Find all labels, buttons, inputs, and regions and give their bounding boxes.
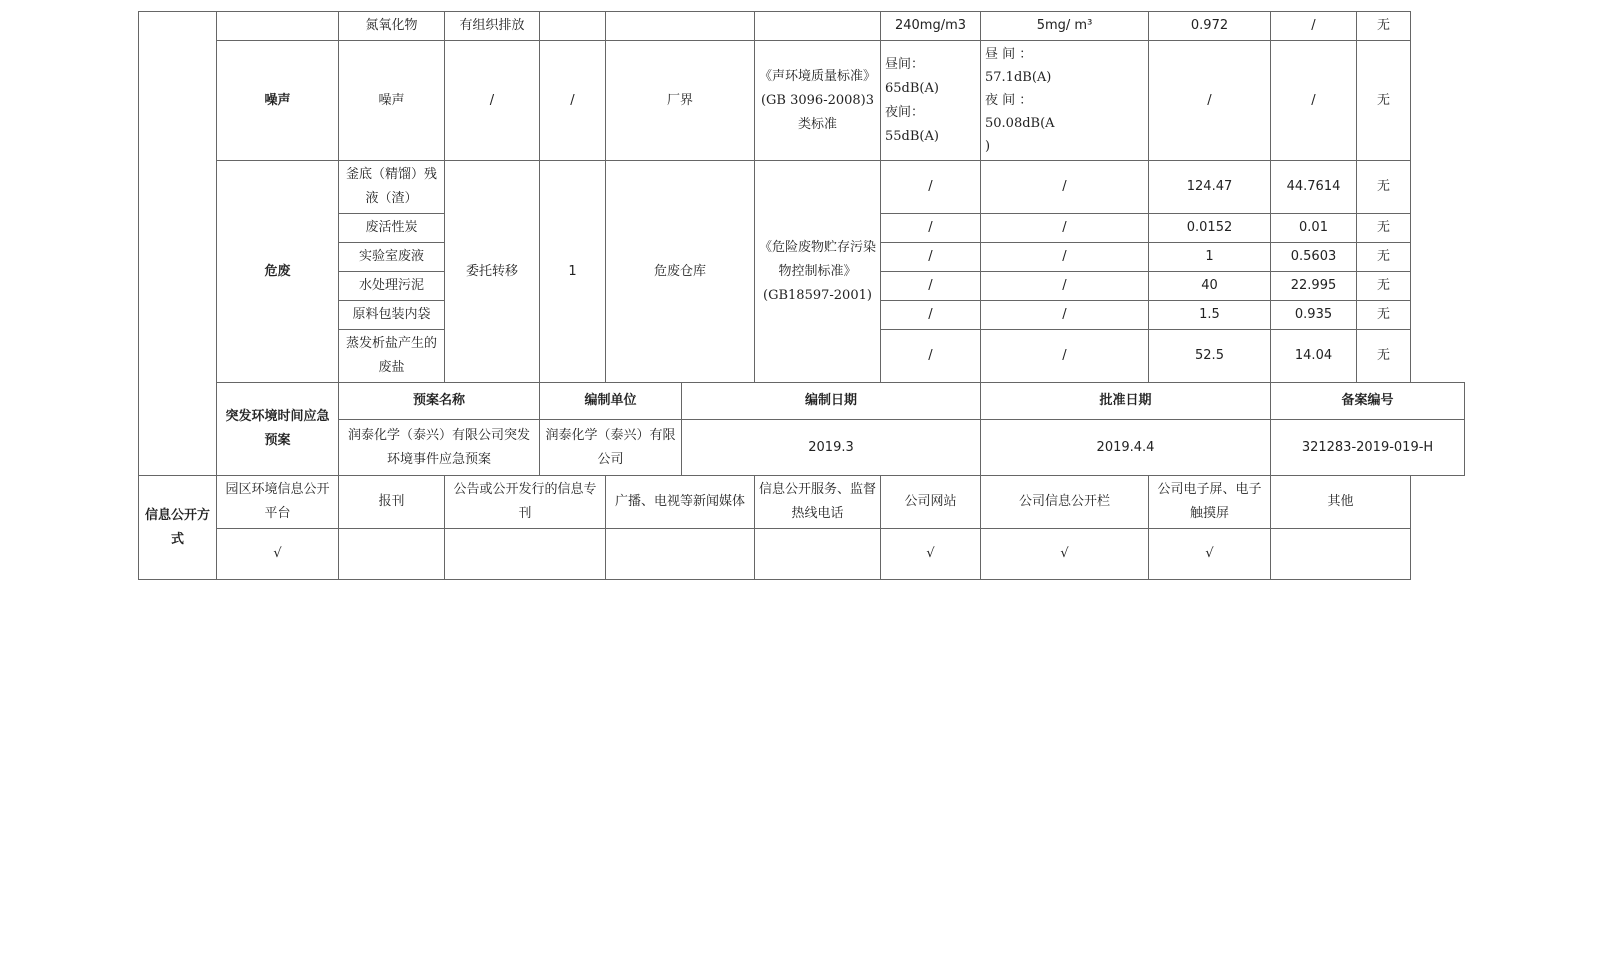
emergency-header-plan-name: 预案名称 (339, 383, 540, 420)
emergency-header-approved-date: 批准日期 (981, 383, 1271, 420)
emergency-header-filing-number: 备案编号 (1271, 383, 1465, 420)
actual-amount: 1.5 (1149, 301, 1271, 330)
measured-night-label: 夜 间 ： (985, 93, 1033, 108)
measured-concentration: / (981, 330, 1149, 383)
approved-amount: / (1271, 41, 1357, 161)
disclosure-header-row (139, 476, 1465, 529)
standard-limit: 240mg/m3 (881, 12, 981, 41)
exceed-flag: 无 (1357, 214, 1411, 243)
actual-amount: / (1149, 41, 1271, 161)
measured-concentration: / (981, 161, 1149, 214)
actual-amount: 40 (1149, 272, 1271, 301)
disclosure-header: 公司信息公开栏 (981, 476, 1149, 529)
emergency-compiled-date: 2019.3 (682, 420, 981, 476)
emission-method: 有组织排放 (445, 12, 540, 41)
emission-method: / (445, 41, 540, 161)
measured-concentration: / (981, 301, 1149, 330)
environmental-info-table (138, 11, 1465, 580)
waste-name: 水处理污泥 (339, 272, 445, 301)
disclosure-check (445, 529, 606, 580)
table-row-nox (139, 12, 1465, 41)
measured-day-value: 57.1dB(A) (985, 70, 1052, 85)
disclosure-check: √ (1149, 529, 1271, 580)
standard-limit: / (881, 272, 981, 301)
emergency-header-compiled-date: 编制日期 (682, 383, 981, 420)
actual-amount: 0.972 (1149, 12, 1271, 41)
waste-name: 实验室废液 (339, 243, 445, 272)
disclosure-header: 广播、电视等新闻媒体 (606, 476, 755, 529)
standard-limit: / (881, 330, 981, 383)
disclosure-value-row (139, 529, 1465, 580)
disclosure-label: 信息公开方式 (139, 476, 217, 580)
waste-name: 蒸发析盐产生的废盐 (339, 330, 445, 383)
standard-name: 《声环境质量标准》(GB 3096-2008)3类标准 (755, 41, 881, 161)
actual-amount: 52.5 (1149, 330, 1271, 383)
left-merged-cell (139, 12, 217, 476)
storage-count: 1 (540, 161, 606, 383)
table-row-hazard (139, 161, 1465, 214)
outlet-count (540, 12, 606, 41)
disclosure-check: √ (881, 529, 981, 580)
category-cell-empty (217, 12, 339, 41)
standard-limit: / (881, 161, 981, 214)
standard-limit: / (881, 214, 981, 243)
disclosure-check (339, 529, 445, 580)
outlet-count: / (540, 41, 606, 161)
approved-amount: / (1271, 12, 1357, 41)
exceed-flag: 无 (1357, 161, 1411, 214)
outlet-location: 厂界 (606, 41, 755, 161)
measured-concentration: / (981, 243, 1149, 272)
approved-amount: 0.935 (1271, 301, 1357, 330)
approved-amount: 0.01 (1271, 214, 1357, 243)
approved-amount: 22.995 (1271, 272, 1357, 301)
exceed-flag: 无 (1357, 272, 1411, 301)
disclosure-check: √ (981, 529, 1149, 580)
disclosure-header: 园区环境信息公开平台 (217, 476, 339, 529)
disclosure-header: 信息公开服务、监督热线电话 (755, 476, 881, 529)
emergency-approved-date: 2019.4.4 (981, 420, 1271, 476)
measured-concentration: / (981, 214, 1149, 243)
category-hazard: 危废 (217, 161, 339, 383)
approved-amount: 14.04 (1271, 330, 1357, 383)
measured-day-label: 昼 间 ： (985, 47, 1033, 62)
measured-concentration: / (981, 272, 1149, 301)
disclosure-check (606, 529, 755, 580)
approved-amount: 0.5603 (1271, 243, 1357, 272)
disclosure-header: 报刊 (339, 476, 445, 529)
exceed-flag: 无 (1357, 243, 1411, 272)
exceed-flag: 无 (1357, 12, 1411, 41)
standard-night: 夜间：55dB(A) (885, 104, 939, 144)
disclosure-check (1271, 529, 1411, 580)
category-noise: 噪声 (217, 41, 339, 161)
exceed-flag: 无 (1357, 301, 1411, 330)
pollutant-name: 氮氧化物 (339, 12, 445, 41)
disclosure-header: 公告或公开发行的信息专刊 (445, 476, 606, 529)
waste-name: 釜底（精馏）残液（渣） (339, 161, 445, 214)
standard-day: 昼间：65dB(A) (885, 56, 939, 96)
standard-limit: / (881, 301, 981, 330)
emergency-header-row (139, 383, 1465, 420)
emergency-header-unit: 编制单位 (540, 383, 682, 420)
pollutant-name: 噪声 (339, 41, 445, 161)
disclosure-check: √ (217, 529, 339, 580)
emergency-plan-label: 突发环境时间应急预案 (217, 383, 339, 476)
waste-name: 废活性炭 (339, 214, 445, 243)
waste-name: 原料包装内袋 (339, 301, 445, 330)
disclosure-check (755, 529, 881, 580)
actual-amount: 1 (1149, 243, 1271, 272)
outlet-location (606, 12, 755, 41)
measured-noise (981, 41, 1149, 161)
exceed-flag: 无 (1357, 41, 1411, 161)
hazard-standard: 《危险废物贮存污染物控制标准》(GB18597-2001) (755, 161, 881, 383)
actual-amount: 124.47 (1149, 161, 1271, 214)
disposal-method: 委托转移 (445, 161, 540, 383)
standard-name (755, 12, 881, 41)
actual-amount: 0.0152 (1149, 214, 1271, 243)
emergency-unit: 润泰化学（泰兴）有限公司 (540, 420, 682, 476)
approved-amount: 44.7614 (1271, 161, 1357, 214)
disclosure-header: 公司电子屏、电子触摸屏 (1149, 476, 1271, 529)
standard-limit: / (881, 243, 981, 272)
standard-limit (881, 41, 981, 161)
disclosure-header: 其他 (1271, 476, 1411, 529)
exceed-flag: 无 (1357, 330, 1411, 383)
disclosure-header: 公司网站 (881, 476, 981, 529)
measured-night-value: 50.08dB(A (985, 116, 1055, 131)
measured-night-value-end: ) (985, 139, 991, 154)
measured-concentration: 5mg/ m³ (981, 12, 1149, 41)
table-row-noise (139, 41, 1465, 161)
emergency-plan-name: 润泰化学（泰兴）有限公司突发环境事件应急预案 (339, 420, 540, 476)
emergency-filing-number: 321283-2019-019-H (1271, 420, 1465, 476)
storage-location: 危废仓库 (606, 161, 755, 383)
